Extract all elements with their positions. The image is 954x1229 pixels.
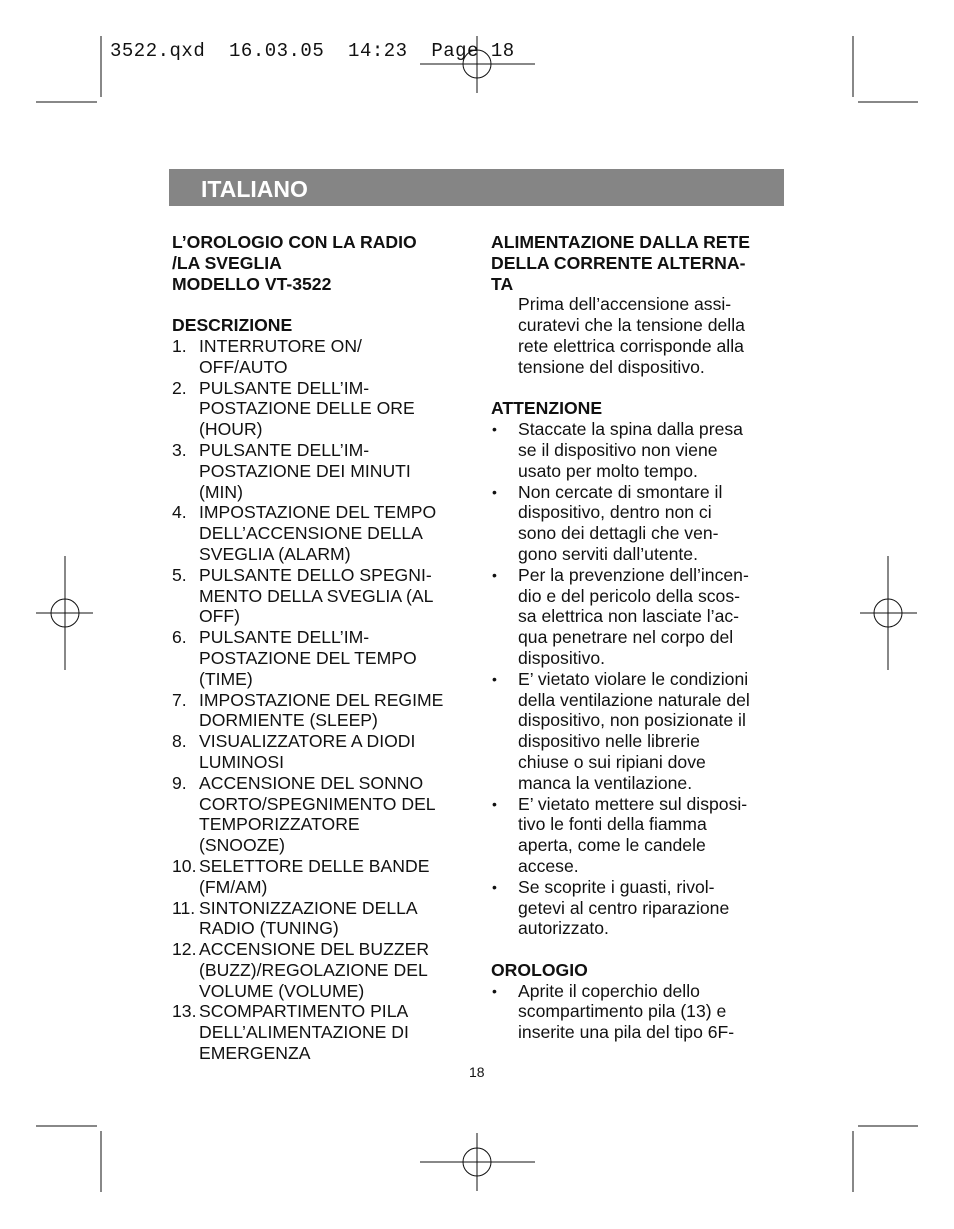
item-text	[199, 1001, 409, 1063]
text-line: MENTO DELLA SVEGLIA (AL	[199, 585, 434, 606]
page-number: 18	[469, 1064, 485, 1080]
item-text	[199, 939, 429, 1001]
text-line: manca la ventilazione.	[518, 772, 693, 793]
item-number: 7.	[172, 689, 187, 710]
text-line: RADIO (TUNING)	[199, 918, 339, 939]
text-line: dispositivo, dentro non ci	[518, 502, 712, 523]
text-line: tivo le fonti della fiamma	[518, 814, 707, 835]
text-line: qua penetrare nel corpo del	[518, 627, 734, 648]
text-line: dispositivo.	[518, 647, 606, 668]
description-heading: DESCRIZIONE	[172, 315, 293, 336]
item-text	[199, 856, 429, 898]
slug-line: 3522.qxd 16.03.05 14:23 Page 18	[110, 40, 515, 62]
product-title-line: MODELLO VT-3522	[172, 273, 332, 294]
text-line: Non cercate di smontare il	[518, 481, 723, 502]
item-text	[199, 627, 417, 689]
item-text	[199, 773, 436, 856]
text-line: se il dispositivo non viene	[518, 439, 718, 460]
item-text	[199, 336, 362, 378]
item-number: 10.	[172, 855, 197, 876]
text-line: curatevi che la tensione della	[518, 315, 745, 336]
text-line: SCOMPARTIMENTO PILA	[199, 1001, 409, 1022]
text-line: INTERRUTORE ON/	[199, 335, 362, 356]
text-line: LUMINOSI	[199, 751, 285, 772]
text-line: OFF/AUTO	[199, 356, 288, 377]
description-list	[172, 336, 472, 1064]
text-line: inserite una pila del tipo 6F-	[518, 1022, 735, 1043]
item-number: 1.	[172, 335, 187, 356]
text-line: DORMIENTE (SLEEP)	[199, 710, 378, 731]
bullet-icon: •	[492, 795, 497, 812]
text-line: ACCENSIONE DEL SONNO	[199, 772, 424, 793]
text-line: Aprite il coperchio dello	[518, 980, 700, 1001]
item-text	[199, 440, 411, 502]
text-line: aperta, come le candele	[518, 835, 706, 856]
text-line: chiuse o sui ripiani dove	[518, 751, 706, 772]
item-number: 9.	[172, 772, 187, 793]
text-line: (HOUR)	[199, 419, 263, 440]
registration-mark	[420, 1133, 535, 1191]
item-number: 8.	[172, 731, 187, 752]
list-item	[172, 731, 472, 773]
text-line: usato per molto tempo.	[518, 460, 698, 481]
list-item	[172, 565, 472, 627]
text-line: sa elettrica non lasciate l’ac-	[518, 606, 740, 627]
power-heading-line: DELLA CORRENTE ALTERNA-	[491, 252, 746, 273]
item-text	[199, 565, 433, 627]
list-item	[172, 336, 472, 378]
item-text	[199, 378, 415, 440]
bullet-text	[518, 565, 749, 669]
registration-mark	[420, 36, 535, 93]
text-line: POSTAZIONE DEL TEMPO	[199, 647, 417, 668]
text-line: ACCENSIONE DEL BUZZER	[199, 939, 430, 960]
text-line: gono serviti dall’utente.	[518, 543, 698, 564]
bullet-icon: •	[492, 670, 497, 687]
list-item	[172, 898, 472, 940]
bullet-item	[491, 981, 791, 1043]
text-line: (TIME)	[199, 668, 253, 689]
text-line: dio e del pericolo della scos-	[518, 585, 741, 606]
bullet-icon: •	[492, 878, 497, 895]
text-line: TEMPORIZZATORE	[199, 814, 360, 835]
power-heading-line: TA	[491, 273, 514, 294]
power-paragraph	[491, 294, 791, 377]
power-heading-line: ALIMENTAZIONE DALLA RETE	[491, 232, 751, 252]
text-line: OFF)	[199, 606, 241, 627]
text-line: Per la prevenzione dell’incen-	[518, 564, 749, 585]
text-line: rete elettrica corrisponde alla	[518, 335, 744, 356]
power-heading	[491, 232, 791, 294]
item-number: 13.	[172, 1001, 197, 1022]
list-item	[172, 856, 472, 898]
text-line: CORTO/SPEGNIMENTO DEL	[199, 793, 436, 814]
bullet-text	[518, 482, 722, 565]
bullet-text	[518, 669, 750, 794]
text-line: (BUZZ)/REGOLAZIONE DEL	[199, 959, 428, 980]
list-item	[172, 627, 472, 689]
clock-list	[491, 981, 791, 1043]
text-line: della ventilazione naturale del	[518, 689, 750, 710]
item-text	[199, 898, 418, 940]
text-line: E’ vietato mettere sul disposi-	[518, 793, 748, 814]
text-line: Prima dell’accensione assi-	[518, 294, 732, 315]
item-number: 6.	[172, 627, 187, 648]
item-text	[199, 731, 415, 773]
text-line: IMPOSTAZIONE DEL TEMPO	[199, 502, 437, 523]
text-line: SVEGLIA (ALARM)	[199, 543, 351, 564]
item-number: 3.	[172, 439, 187, 460]
bullet-icon: •	[492, 483, 497, 500]
text-line: tensione del dispositivo.	[518, 356, 705, 377]
text-line: Staccate la spina dalla presa	[518, 419, 743, 440]
text-line: (FM/AM)	[199, 876, 268, 897]
attention-list	[491, 419, 791, 939]
text-line: EMERGENZA	[199, 1043, 311, 1064]
text-line: sono dei dettagli che ven-	[518, 523, 719, 544]
item-text	[199, 690, 443, 732]
attention-heading: ATTENZIONE	[491, 398, 603, 419]
bullet-item	[491, 419, 791, 481]
item-text	[199, 502, 436, 564]
text-line: VISUALIZZATORE A DIODI	[199, 731, 416, 752]
item-number: 12.	[172, 939, 197, 960]
text-line: PULSANTE DELL’IM-	[199, 627, 370, 648]
text-line: DELL’ACCENSIONE DELLA	[199, 523, 423, 544]
text-line: VOLUME (VOLUME)	[199, 980, 365, 1001]
text-line: POSTAZIONE DEI MINUTI	[199, 460, 411, 481]
product-title-line: /LA SVEGLIA	[172, 252, 282, 273]
left-column	[172, 232, 472, 1064]
right-column	[491, 232, 791, 1043]
bullet-text	[518, 877, 729, 939]
product-title-line: L’OROLOGIO CON LA RADIO	[172, 232, 417, 252]
bullet-item	[491, 669, 791, 794]
text-line: PULSANTE DELL’IM-	[199, 439, 370, 460]
list-item	[172, 502, 472, 564]
bullet-text	[518, 981, 734, 1043]
text-line: autorizzato.	[518, 918, 609, 939]
list-item	[172, 939, 472, 1001]
bullet-text	[518, 419, 743, 481]
item-number: 11.	[172, 897, 196, 918]
text-line: dispositivo nelle librerie	[518, 731, 700, 752]
list-item	[172, 690, 472, 732]
text-line: Se scoprite i guasti, rivol-	[518, 876, 715, 897]
bullet-icon: •	[492, 421, 497, 438]
language-title: ITALIANO	[201, 176, 308, 202]
clock-heading: OROLOGIO	[491, 959, 588, 980]
text-line: IMPOSTAZIONE DEL REGIME	[199, 689, 444, 710]
bullet-item	[491, 565, 791, 669]
text-line: DELL’ALIMENTAZIONE DI	[199, 1022, 409, 1043]
language-banner	[169, 169, 784, 206]
bullet-text	[518, 794, 747, 877]
text-line: scompartimento pila (13) e	[518, 1001, 727, 1022]
bullet-item	[491, 482, 791, 565]
text-line: getevi al centro riparazione	[518, 897, 730, 918]
item-number: 5.	[172, 564, 187, 585]
text-line: PULSANTE DELL’IM-	[199, 377, 370, 398]
bullet-item	[491, 877, 791, 939]
list-item	[172, 773, 472, 856]
product-title	[172, 232, 472, 294]
text-line: dispositivo, non posizionate il	[518, 710, 746, 731]
bullet-icon: •	[492, 982, 497, 999]
text-line: E’ vietato violare le condizioni	[518, 668, 749, 689]
text-line: POSTAZIONE DELLE ORE	[199, 398, 415, 419]
bullet-icon: •	[492, 566, 497, 583]
item-number: 2.	[172, 377, 187, 398]
list-item	[172, 378, 472, 440]
text-line: (MIN)	[199, 481, 243, 502]
text-line: (SNOOZE)	[199, 835, 286, 856]
registration-mark	[36, 556, 93, 670]
text-line: PULSANTE DELLO SPEGNI-	[199, 564, 432, 585]
list-item	[172, 1001, 472, 1063]
list-item	[172, 440, 472, 502]
registration-mark	[860, 556, 917, 670]
item-number: 4.	[172, 502, 187, 523]
text-line: SINTONIZZAZIONE DELLA	[199, 897, 418, 918]
text-line: accese.	[518, 855, 579, 876]
bullet-item	[491, 794, 791, 877]
text-line: SELETTORE DELLE BANDE	[199, 855, 430, 876]
